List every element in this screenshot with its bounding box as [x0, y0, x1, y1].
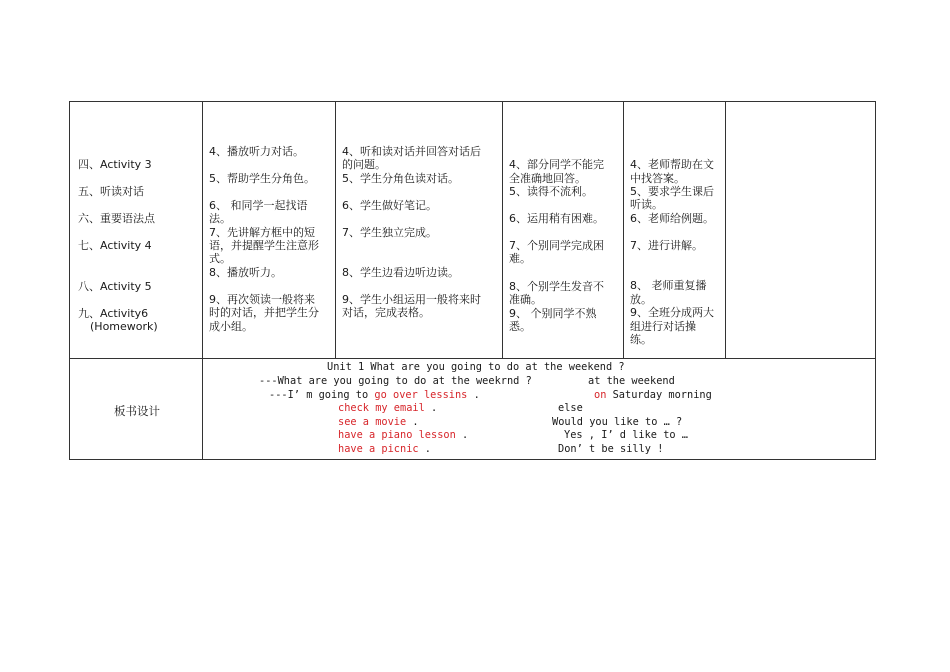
teacher-activity-line: 8、播放听力。	[209, 266, 282, 279]
teacher-activity-line: 9、再次领读一般将来	[209, 293, 315, 306]
problem-line: 悉。	[509, 320, 531, 333]
solution-line: 放。	[630, 293, 652, 306]
student-activity-line: 的问题。	[342, 158, 386, 171]
step-label: 七、Activity 4	[78, 239, 152, 252]
lesson-plan-table	[69, 101, 876, 460]
board-right-2: on Saturday morning	[594, 389, 712, 401]
board-content-cell	[203, 359, 876, 460]
student-activity-line: 7、学生独立完成。	[342, 226, 437, 239]
activities-row	[70, 102, 876, 359]
board-right-3: else	[558, 402, 583, 414]
solution-line: 9、全班分成两大	[630, 306, 714, 319]
board-right-5: Yes , I’ d like to …	[564, 429, 688, 441]
teacher-activity-line: 时的对话，并把学生分	[209, 306, 319, 319]
step-label: (Homework)	[90, 320, 158, 333]
board-phrase-1: check my email .	[338, 402, 438, 414]
problem-line: 8、个别学生发音不	[509, 280, 604, 293]
board-label-cell	[70, 359, 203, 460]
student-activity-line: 5、学生分角色读对话。	[342, 172, 459, 185]
problem-line: 7、个别同学完成困	[509, 239, 604, 252]
solution-line: 中找答案。	[630, 172, 685, 185]
board-title: Unit 1 What are you going to do at the weekend ?	[327, 361, 625, 373]
step-label: 四、Activity 3	[78, 158, 152, 171]
teacher-activity-line: 语，并提醒学生注意形	[209, 239, 319, 252]
teacher-activity-line: 5、帮助学生分角色。	[209, 172, 315, 185]
solution-line: 练。	[630, 333, 652, 346]
problem-line: 4、部分同学不能完	[509, 158, 604, 171]
solutions-cell	[624, 102, 726, 359]
board-right-6: Don’ t be silly !	[558, 443, 664, 455]
problem-line: 准确。	[509, 293, 542, 306]
board-question: ---What are you going to do at the weekrnd ?	[259, 375, 532, 387]
board-design-row	[70, 359, 876, 460]
teacher-activity-line: 成小组。	[209, 320, 253, 333]
student-activity-line: 4、听和读对话并回答对话后	[342, 145, 481, 158]
board-answer: ---I’ m going to go over lessins .	[269, 389, 480, 401]
solution-line: 6、老师给例题。	[630, 212, 714, 225]
board-content	[203, 359, 875, 459]
board-phrase-2: see a movie .	[338, 416, 419, 428]
board-label: 板书设计	[114, 404, 160, 418]
steps-cell	[70, 102, 203, 359]
board-right-1: at the weekend	[588, 375, 675, 387]
empty-cell	[726, 102, 876, 359]
solution-line: 7、进行讲解。	[630, 239, 703, 252]
board-right-4: Would you like to … ?	[552, 416, 683, 428]
problem-line: 5、读得不流利。	[509, 185, 593, 198]
teacher-activity-line: 4、播放听力对话。	[209, 145, 304, 158]
step-label: 六、重要语法点	[78, 212, 155, 225]
step-label: 八、Activity 5	[78, 280, 152, 293]
solution-line: 听读。	[630, 198, 663, 211]
board-phrase-3: have a piano lesson .	[338, 429, 469, 441]
problem-line: 全准确地回答。	[509, 172, 586, 185]
solution-line: 8、 老师重复播	[630, 279, 707, 292]
solution-line: 5、要求学生课后	[630, 185, 714, 198]
student-activity-line: 6、学生做好笔记。	[342, 199, 437, 212]
problem-line: 难。	[509, 252, 531, 265]
board-phrase-4: have a picnic .	[338, 443, 431, 455]
student-activity-line: 9、学生小组运用一般将来时	[342, 293, 481, 306]
teacher-activity-line: 6、 和同学一起找语	[209, 199, 308, 212]
student-activity-line: 8、学生边看边听边读。	[342, 266, 459, 279]
student-activity-cell	[336, 102, 503, 359]
step-label: 五、听读对话	[78, 185, 144, 198]
teacher-activity-line: 法。	[209, 212, 231, 225]
step-label: 九、Activity6	[78, 307, 149, 320]
problems-cell	[503, 102, 624, 359]
student-activity-line: 对话，完成表格。	[342, 306, 430, 319]
solution-line: 4、老师帮助在文	[630, 158, 714, 171]
problem-line: 6、运用稍有困难。	[509, 212, 604, 225]
teacher-activity-cell	[203, 102, 336, 359]
problem-line: 9、 个别同学不熟	[509, 307, 597, 320]
teacher-activity-line: 7、先讲解方框中的短	[209, 226, 315, 239]
solution-line: 组进行对话操	[630, 320, 696, 333]
teacher-activity-line: 式。	[209, 252, 231, 265]
